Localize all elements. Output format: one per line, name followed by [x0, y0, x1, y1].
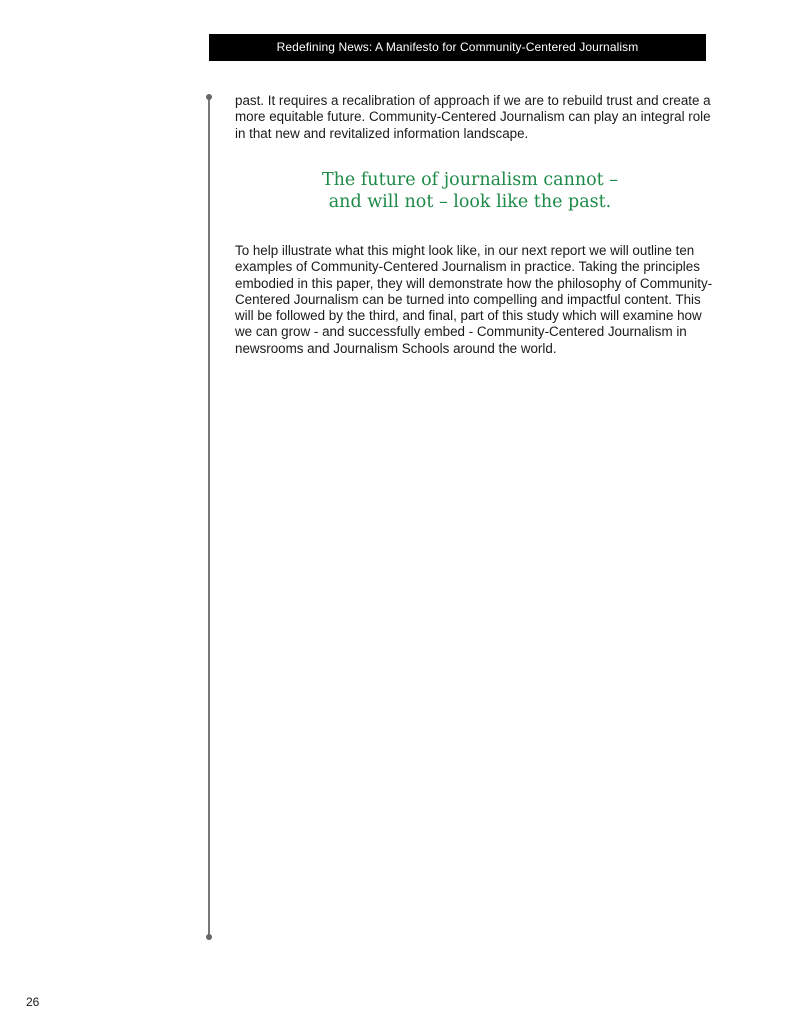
- margin-rule-top-dot: [206, 94, 212, 100]
- margin-rule: [208, 97, 210, 937]
- body-paragraph-2: To help illustrate what this might look like, in our next report we will outline ten examples of Community-Centered Journalism in practice. Taking the principles embodied in this paper, they will demonstrate how the philosophy of Community-Centered Journalism can be turned into compelling and impactful content. This will be followed by the third, and final, part of this study which will examine how we can grow - and successfully embed - Community-Centered Journalism in newsrooms and Journalism Schools around the world.: [235, 243, 713, 356]
- running-header: Redefining News: A Manifesto for Community-Centered Journalism: [209, 34, 706, 61]
- pull-quote-line-2: and will not – look like the past.: [328, 191, 612, 212]
- margin-rule-bottom-dot: [206, 934, 212, 940]
- page-number: 26: [26, 995, 40, 1009]
- pull-quote-line-1: The future of journalism cannot –: [321, 170, 619, 190]
- body-paragraph-1: past. It requires a recalibration of approach if we are to rebuild trust and create a more equitable future. Community-Centered Journalism can play an integral role in that new and revitalized information landscape.: [235, 93, 711, 141]
- pull-quote: [235, 170, 705, 213]
